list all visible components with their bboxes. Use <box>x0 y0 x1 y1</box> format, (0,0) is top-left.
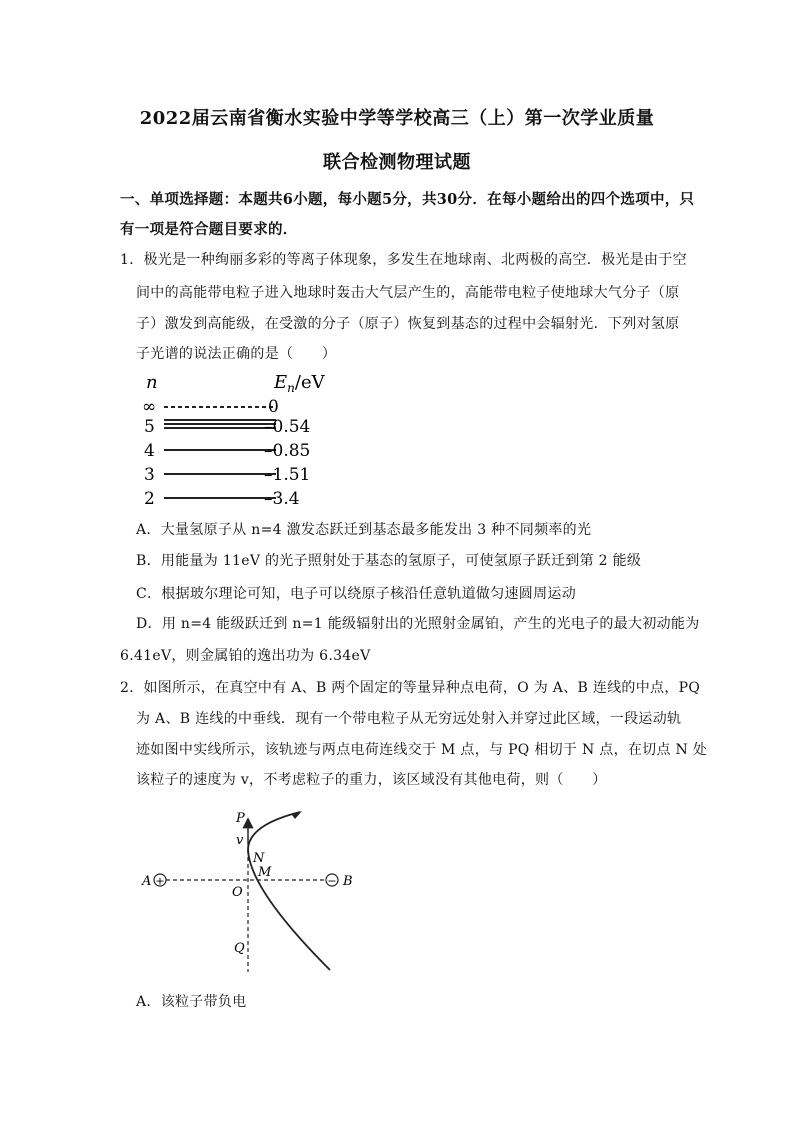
level-n-label: 4 <box>144 441 155 461</box>
level-n-label: ∞ <box>142 397 157 417</box>
energy-axis-label <box>273 372 326 395</box>
label-q: Q <box>234 941 245 956</box>
page-title: 2022届云南省衡水实验中学等学校高三（上）第一次学业质量 <box>139 108 655 129</box>
energy-subscript: n <box>287 381 295 395</box>
label-v: v <box>236 833 244 848</box>
level-energy-value: 0 <box>268 397 279 417</box>
q1-stem-line1: 1．极光是一种绚丽多彩的等离子体现象，多发生在地球南、北两极的高空．极光是由于空 <box>120 252 687 268</box>
label-a: A <box>142 874 152 889</box>
level-energy-value: –0.54 <box>264 417 311 437</box>
q2-stem-line1: 2．如图所示，在真空中有 A、B 两个固定的等量异种点电荷，O 为 A、B 连线的中点，PQ <box>120 680 701 696</box>
section-heading-line1: 一、单项选择题：本题共6小题，每小题5分，共30分．在每小题给出的四个选项中，只 <box>120 191 695 208</box>
level-n-label: 3 <box>144 465 155 485</box>
q1-option-d-line2: 6.41eV，则金属铂的逸出功为 6.34eV <box>120 648 371 664</box>
q2-stem-line4: 该粒子的速度为 v，不考虑粒子的重力，该区域没有其他电荷，则（ ） <box>136 772 607 788</box>
q2-option-a: A．该粒子带负电 <box>136 994 247 1010</box>
label-n: N <box>253 851 265 866</box>
level-n-label: 2 <box>144 489 155 509</box>
level-energy-value: –3.4 <box>264 489 300 509</box>
page-subtitle: 联合检测物理试题 <box>323 152 471 173</box>
q1-option-d-line1: D．用 n=4 能级跃迁到 n=1 能级辐射出的光照射金属铂，产生的光电子的最大初动能为 <box>136 616 700 632</box>
charge-trajectory-figure <box>130 800 370 980</box>
level-infinity <box>142 397 279 417</box>
charge-a-sign: + <box>155 874 165 888</box>
label-p: P <box>236 811 245 826</box>
q1-option-a: A．大量氢原子从 n=4 激发态跃迁到基态最多能发出 3 种不同频率的光 <box>136 522 592 538</box>
level-2 <box>144 489 300 509</box>
q1-option-b: B．用能量为 11eV 的光子照射处于基态的氢原子，可使氢原子跃迁到第 2 能级 <box>136 553 642 569</box>
q1-stem-line2: 间中的高能带电粒子进入地球时轰击大气层产生的，高能带电粒子使地球大气分子（原 <box>136 285 680 301</box>
energy-symbol: E <box>274 372 288 393</box>
energy-unit: /eV <box>294 372 325 393</box>
particle-trajectory <box>248 812 330 970</box>
q1-option-c: C．根据玻尔理论可知，电子可以绕原子核沿任意轨道做匀速圆周运动 <box>136 586 577 602</box>
n-axis-label: n <box>146 372 158 393</box>
section-heading-line2: 有一项是符合题目要求的． <box>120 221 298 238</box>
level-4 <box>144 441 310 461</box>
q1-stem-line3: 子）激发到高能级，在受激的分子（原子）恢复到基态的过程中会辐射光．下列对氢原 <box>136 316 680 332</box>
level-n-label: 5 <box>144 417 155 437</box>
energy-level-diagram <box>140 370 360 510</box>
label-m: M <box>258 865 272 880</box>
level-5 <box>144 417 310 437</box>
charge-b-sign: − <box>327 874 337 888</box>
q1-stem-line4: 子光谱的说法正确的是（ ） <box>136 346 337 362</box>
level-3 <box>144 465 310 485</box>
label-b: B <box>343 874 353 889</box>
label-o: O <box>232 885 243 900</box>
q2-stem-line3: 迹如图中实线所示，该轨迹与两点电荷连线交于 M 点，与 PQ 相切于 N 点，在切点 N 处 <box>136 742 708 758</box>
level-energy-value: –0.85 <box>264 441 311 461</box>
level-energy-value: –1.51 <box>264 465 311 485</box>
q2-stem-line2: 为 A、B 连线的中垂线．现有一个带电粒子从无穷远处射入并穿过此区域，一段运动轨 <box>136 711 682 727</box>
